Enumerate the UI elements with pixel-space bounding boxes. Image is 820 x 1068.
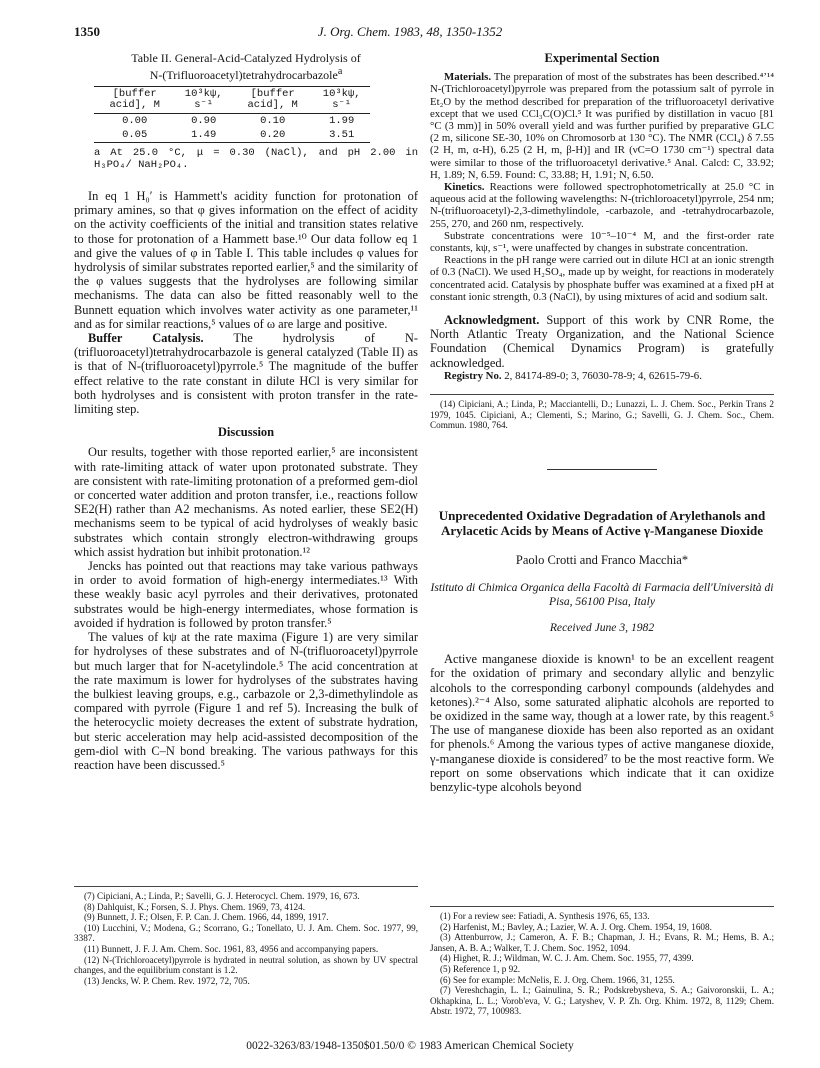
footnote-rule [430, 394, 774, 395]
table-caption [74, 52, 418, 82]
table-footnote: a At 25.0 °C, μ = 0.30 (NaCl), and pH 2.00 in H₃PO₄/ NaH₂PO₄. [94, 147, 418, 171]
right-footnotes [430, 896, 774, 1017]
footnote: (12) N-(Trichloroacetyl)pyrrole is hydrated in neutral solution, as shown by UV spectral changes, and the equilibrium constant is 1.2. [74, 954, 418, 976]
article-divider [547, 469, 657, 470]
footnote-14: (14) Cipiciani, A.; Linda, P.; Macciantelli, D.; Lunazzi, L. J. Chem. Soc., Perkin Trans 2 1979, 1045. Cipiciani, A.; Clementi, S.; Marino, G.; Savelli, G. J. Chem. Soc., Chem. Commun. 1980, 764. [430, 399, 774, 431]
table-cell: 0.10 [260, 115, 286, 127]
table-cell: 0.05 [94, 128, 175, 143]
runin-registry: Registry No. [444, 369, 502, 382]
table-caption-line2: N-(Trifluoroacetyl)tetrahydrocarbazole [149, 68, 338, 82]
received-date: Received June 3, 1982 [549, 621, 655, 635]
footnote: (8) Dahlquist, K.; Forsen, S. J. Phys. Chem. 1969, 73, 4124. [84, 901, 306, 912]
running-head: J. Org. Chem. 1983, 48, 1350-1352 [317, 24, 503, 39]
runin-buffer-catalysis: Buffer Catalysis. [88, 331, 204, 346]
table-row [94, 114, 370, 129]
left-column [74, 52, 418, 772]
paragraph-registry [430, 370, 774, 382]
runin-acknowledgment: Acknowledgment. [444, 313, 540, 328]
footnote-rule [74, 886, 418, 887]
paragraph-discussion-3: The values of kψ at the rate maxima (Figure 1) are very similar for hydrolyses of these substrates and of N-(trifluoroacetyl)pyrrole but much larger that for N-acetylindole.⁵ The acid concentration at the rate maximum is lower for hydrolyses of the substrates having the bulkiest leaving groups, e.g., carbazole or 2,3-dimethylindole as compared with pyrrole (Figure 1 and ref 5). Increasing the bulk of the heterocyclic moiety decreases the extent of substrate hydration, but steric acceleration may help acid-assisted decomposition of the gem-diol with C–N bond breaking. The various pathways for this reaction have been discussed.⁵ [74, 630, 418, 772]
page-number: 1350 [74, 24, 100, 39]
article-title: Unprecedented Oxidative Degradation of Arylethanols and Arylacetic Acids by Means of Active γ-Manganese Dioxide [438, 507, 766, 538]
table-header: [buffer acid], M [94, 87, 175, 114]
paragraph-discussion-1: Our results, together with those reported earlier,⁵ are inconsistent with rate-limiting attack of water upon protonated substrate. They are consistent with rate-limiting protonation of a preformed gem-diol or concerted water addition and proton transfer, i.e., reactions follow SE2(H) rather than A2 mechanisms. As noted earlier, these SE2(H) mechanisms seem to be typical of acid hydrolyses of weakly basic substrates which contain strongly electron-withdrawing groups which assist hydration but inhibit protonation.¹² [74, 445, 418, 559]
article-authors: Paolo Crotti and Franco Macchia* [515, 552, 689, 567]
footnote: (1) For a review see: Fatiadi, A. Synthesis 1976, 65, 133. [440, 911, 650, 921]
paragraph-introduction: Active manganese dioxide is known¹ to be an excellent reagent for the oxidation of primary and secondary allylic and benzylic alcohols to the corresponding carbonyl compounds (aldehydes and ketones).²⁻⁴ Also, some saturated aliphatic alcohols are reported to be oxidized in the same way, though at a lower rate, by this reagent.⁵ The use of manganese dioxide has been also reported as an oxidant for phenols.⁶ Among the various types of active manganese dioxide, γ-manganese dioxide is considered⁷ to be the most reactive form. We report on some observations which indicate that it can oxidize benzylic-type alcohols beyond [430, 652, 774, 795]
table-cell: 0.20 [232, 128, 313, 143]
footnote: (5) Reference 1, p 92. [440, 963, 521, 974]
footnote-rule [430, 906, 774, 907]
footnote: (4) Highet, R. J.; Wildman, W. C. J. Am. Chem. Soc. 1955, 77, 4399. [440, 953, 694, 964]
rate-table [94, 86, 370, 143]
text-materials: The preparation of most of the substrates has been described.⁴ʼ¹⁴ N-(Trichloroacetyl)pyrrole was prepared from the potassium salt of pyrrole in Et₂O by the method described for preparation of the trifluoroacetyl derivative except that we used CCl₃C(O)Cl.⁵ It was purified by distillation in vacuo [81 °C (3 mm)] in 50% overall yield and was further purified by preparative GLC (2 m, silicone SE-30, 10% on Chromosorb at 130 °C). The NMR (CCl₄) δ 7.55 (2 H, m, α-H), 6.25 (2 H, m, β-H)] and IR (νC=O 1730 cm⁻¹) spectral data were similar to those of the trifluoroacetyl derivative.⁵ Anal. Calcd: C, 33.92; H, 1.89; N, 6.59. Found: C, 33.88; H, 1.91; N, 6.50. [430, 71, 774, 181]
footnote: (6) See for example: McNelis, E. J. Org. Chem. 1966, 31, 1255. [440, 974, 675, 985]
table-cell: 0.90 [191, 115, 217, 127]
paragraph-buffer-catalysis [74, 331, 418, 416]
table-header: [buffer acid], M [232, 87, 313, 114]
table-caption-line1: Table II. General-Acid-Catalyzed Hydrolysis of [131, 51, 361, 65]
text-acknowledgment: Support of this work by CNR Rome, the North Atlantic Treaty Organization, and the National Science Foundation (Chemical Dynamics Program) is gratefully acknowledged. [430, 313, 774, 370]
paragraph-acknowledgment [430, 313, 774, 370]
table-header: 10³kψ, s⁻¹ [175, 87, 232, 114]
text-buffer-catalysis: The hydrolysis of N-(trifluoroacetyl)tetrahydrocarbazole is general catalyzed (Table II) as is that of N-(trifluoroacetyl)pyrrole.⁵ The magnitude of the buffer effect relative to the rate constant in dilute HCl is very similar for both hydrolyses and is consistent with proton transfer in the rate-limiting step. [74, 331, 418, 417]
paragraph-hammett: In eq 1 H₀′ is Hammett's acidity function for protonation of primary amines, so that φ gives information on the effect of acidity on the activity coefficients of the initial and transition states relative to those for protonation of a Hammett base.¹⁰ Our data follow eq 1 and give the values of φ in Table I. This table includes φ values for hydrolysis of similar substrates reported earlier,⁵ and the similarity of the φ values suggests that the hydrolyses are following similar mechanisms. The data can also be fitted reasonably well to the Bunnett equation which involves water activity as one parameter,¹¹ and as for similar reactions,⁵ values of ω are large and positive. [74, 189, 418, 331]
footnote: (10) Lucchini, V.; Modena, G.; Scorrano, G.; Tonellato, U. J. Am. Chem. Soc. 1977, 99, 3387. [74, 922, 418, 944]
text-registry: 2, 84174-89-0; 3, 76030-78-9; 4, 62615-79-6. [501, 369, 702, 382]
runin-materials: Materials. [444, 71, 492, 84]
paragraph-materials [430, 71, 774, 181]
right-column [430, 52, 774, 794]
paragraph-kinetics-3: Reactions in the pH range were carried out in dilute HCl at an ionic strength of 0.3 (NaCl). We used H₂SO₄, made up by weight, for reactions in moderately concentrated acid. Catalysis by phosphate buffer was examined at a fixed pH at constant ionic strength, 0.3 (NaCl), by using mixtures of acid and sodium salt. [430, 254, 774, 303]
experimental-heading: Experimental Section [544, 51, 660, 65]
footnote: (3) Attenburrow, J.; Cameron, A. F. B.; Chapman, J. H.; Evans, R. M.; Hems, B. A.; Jansen, A. B. A.; Walker, T. J. Chem. Soc. 1952, 1094. [430, 932, 774, 953]
table-caption-mark: a [337, 66, 343, 77]
footnote: (2) Harfenist, M.; Bavley, A.; Lazier, W. A. J. Org. Chem. 1954, 19, 1608. [440, 921, 712, 932]
paragraph-discussion-2: Jencks has pointed out that reactions may take various pathways in order to avoid formation of high-energy intermediates.¹³ With these weakly basic acyl pyrroles and their derivatives, protonated substrates would be high-energy intermediates, whose formation is avoided if hydration is followed by proton transfer.⁵ [74, 559, 418, 630]
table-cell: 1.49 [175, 128, 232, 143]
article-affiliation: Istituto di Chimica Organica della Facoltà di Farmacia dell'Università di Pisa, 56100 Pisa, Italy [430, 581, 774, 608]
table-cell: 0.00 [122, 115, 148, 127]
footnote: (11) Bunnett, J. F. J. Am. Chem. Soc. 1961, 83, 4956 and accompanying papers. [84, 943, 379, 954]
footnote: (13) Jencks, W. P. Chem. Rev. 1972, 72, 705. [84, 975, 250, 986]
footnote: (9) Bunnett, J. F.; Olsen, F. P. Can. J. Chem. 1966, 44, 1899, 1917. [84, 912, 329, 923]
paragraph-kinetics-2: Substrate concentrations were 10⁻⁵–10⁻⁴ M, and the first-order rate constants, kψ, s⁻¹, were unaffected by changes in substrate concentration. [430, 229, 774, 255]
table-cell: 1.99 [329, 115, 355, 127]
table-header-row [94, 87, 370, 114]
text-kinetics: Reactions were followed spectrophotometrically at 25.0 °C in aqueous acid at the following wavelengths: N-(trichloroacetyl)pyrrole, 254 nm; N-(trifluoroacetyl)-2,3-dimethylindole, -carbazole, and -tetrahydrocarbazole, 255, 270, and 260 nm, respectively. [430, 181, 774, 230]
discussion-heading: Discussion [217, 425, 275, 440]
left-footnotes [74, 876, 418, 986]
page-footer: 0022-3263/83/1948-1350$01.50/0 © 1983 American Chemical Society [246, 1040, 574, 1052]
runin-kinetics: Kinetics. [444, 181, 485, 194]
table-cell: 3.51 [313, 128, 370, 143]
footnote: (7) Cipiciani, A.; Linda, P.; Savelli, G. J. Heterocycl. Chem. 1979, 16, 673. [84, 891, 360, 901]
table-header: 10³kψ, s⁻¹ [313, 87, 370, 114]
footnote: (7) Vereshchagin, L. I.; Gainulina, S. R.; Podskrebysheva, S. A.; Gaivoronskii, L. A.; Okhapkina, L. L.; Vorob'eva, V. G.; Latyshev, V. P. Zh. Org. Khim. 1972, 8, 1129; Chem. Abstr. 1972, 77, 100983. [430, 985, 774, 1017]
table-row [94, 128, 370, 143]
paragraph-kinetics [430, 181, 774, 230]
